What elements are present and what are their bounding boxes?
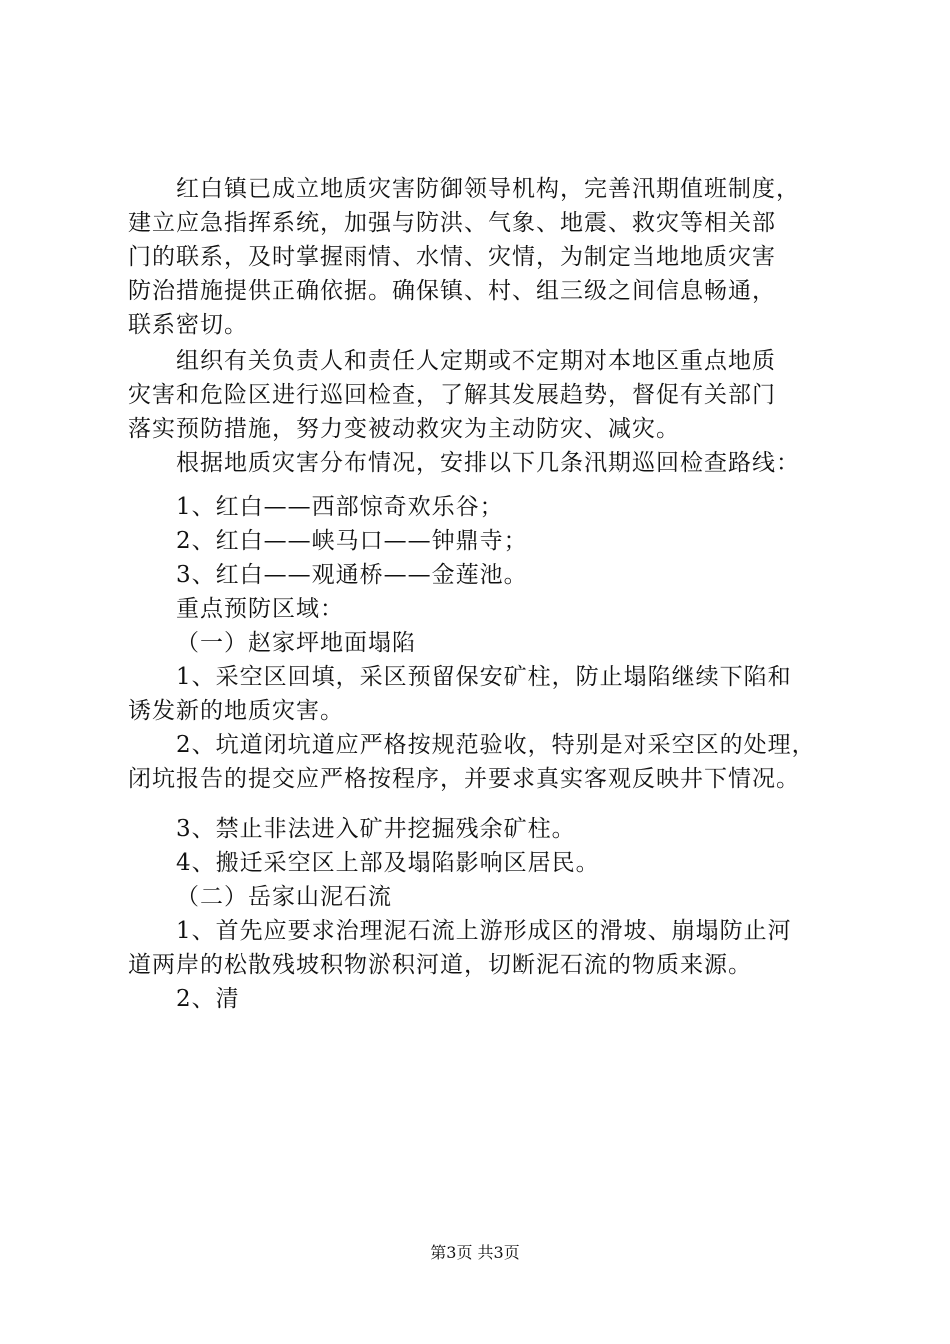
paragraph-line: 灾害和危险区进行巡回检查，了解其发展趋势，督促有关部门 [128,382,776,408]
route-item: 1、红白——西部惊奇欢乐谷； [176,494,504,520]
subsection-heading: （二）岳家山泥石流 [176,884,392,910]
paragraph-line: 组织有关负责人和责任人定期或不定期对本地区重点地质 [176,348,776,374]
route-item: 3、红白——观通桥——金莲池。 [176,562,528,588]
paragraph-line: 门的联系，及时掌握雨情、水情、灾情，为制定当地地质灾害 [128,244,776,270]
paragraph-line: 防治措施提供正确依据。确保镇、村、组三级之间信息畅通， [128,278,776,304]
paragraph-line: 4、搬迁采空区上部及塌陷影响区居民。 [176,850,600,876]
paragraph-line: 2、清 [176,986,240,1012]
paragraph-line: 3、禁止非法进入矿井挖掘残余矿柱。 [176,816,576,842]
paragraph-line: 1、采空区回填，采区预留保安矿柱，防止塌陷继续下陷和 [176,664,792,690]
paragraph-line: 落实预防措施，努力变被动救灾为主动防灾、减灾。 [128,416,680,442]
paragraph-line: 道两岸的松散残坡积物淤积河道，切断泥石流的物质来源。 [128,952,752,978]
paragraph-line: 根据地质灾害分布情况，安排以下几条汛期巡回检查路线： [176,450,800,476]
paragraph-line: 2、坑道闭坑道应严格按规范验收，特别是对采空区的处理， [176,732,816,758]
subsection-heading: （一）赵家坪地面塌陷 [176,630,416,656]
section-heading: 重点预防区域： [176,596,344,622]
paragraph-line: 建立应急指挥系统，加强与防洪、气象、地震、救灾等相关部 [128,210,776,236]
page-footer: 第3页 共3页 [430,1243,520,1262]
route-item: 2、红白——峡马口——钟鼎寺； [176,528,528,554]
paragraph-line: 1、首先应要求治理泥石流上游形成区的滑坡、崩塌防止河 [176,918,792,944]
paragraph-line: 红白镇已成立地质灾害防御领导机构，完善汛期值班制度， [176,176,800,202]
paragraph-line: 闭坑报告的提交应严格按程序，并要求真实客观反映井下情况。 [128,766,800,792]
paragraph-line: 诱发新的地质灾害。 [128,698,344,724]
paragraph-line: 联系密切。 [128,312,248,338]
